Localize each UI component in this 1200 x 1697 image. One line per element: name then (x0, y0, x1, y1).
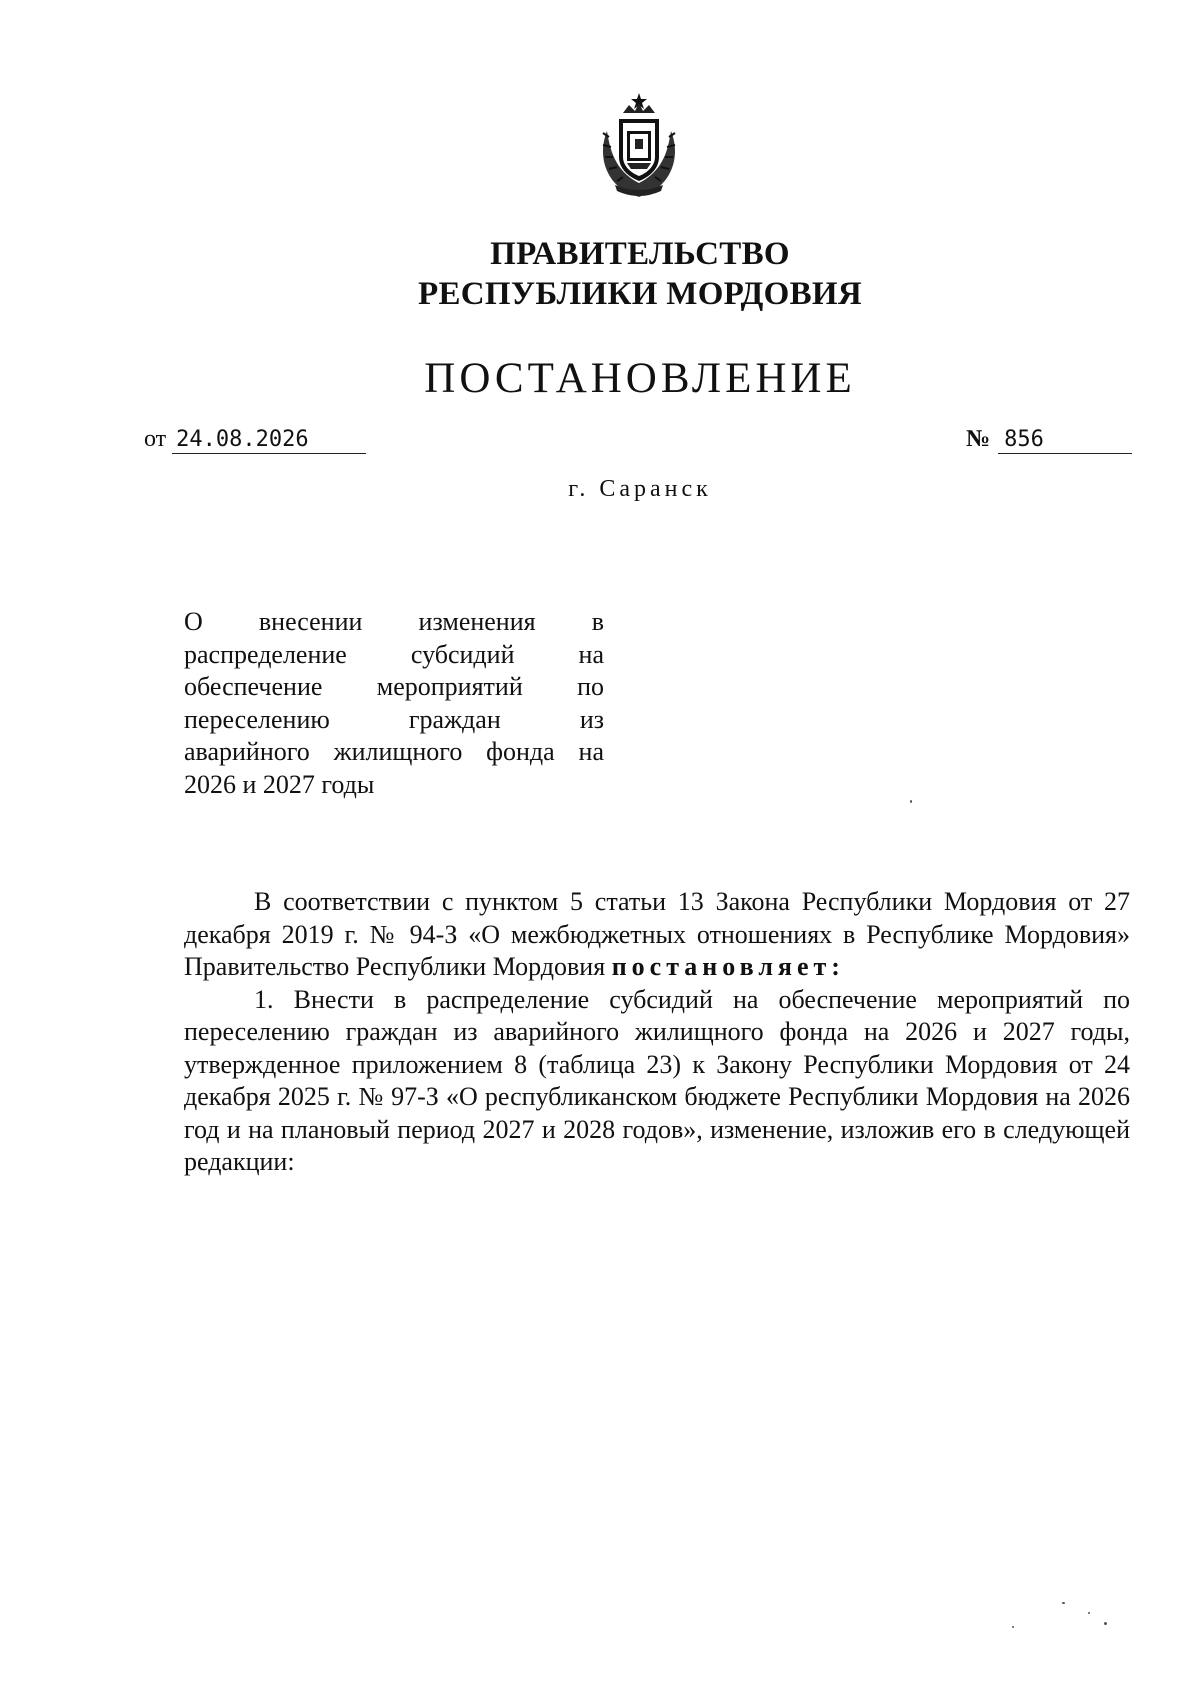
document-body (184, 886, 1130, 1179)
date-value: 24.08.2026 (172, 427, 366, 454)
scan-speck (1088, 1612, 1090, 1614)
number-value: 856 (998, 427, 1132, 454)
scan-speck (1012, 1626, 1014, 1628)
document-subject (184, 606, 604, 801)
document-number (966, 424, 1132, 454)
subject-line: аварийного жилищного фонда на (184, 737, 604, 766)
resolution-keyword: постановляет: (611, 952, 845, 981)
scan-speck (1062, 1602, 1065, 1604)
body-paragraph-1-text: В соответствии с пунктом 5 статьи 13 Закона Республики Мордовия от 27 декабря 2019 г. № 94-З «О межбюджетных отношениях в Республике Мордовия» Правительство Республики Мордовия (184, 887, 1130, 981)
subject-line: обеспечение мероприятий по (184, 672, 604, 701)
scan-speck (1104, 1622, 1107, 1625)
document-type-title: ПОСТАНОВЛЕНИЕ (424, 355, 856, 402)
scan-speck (910, 800, 912, 803)
city-line: г. Саранск (568, 476, 712, 502)
number-label: № (966, 426, 991, 452)
org-name-line2: РЕСПУБЛИКИ МОРДОВИЯ (417, 276, 862, 312)
subject-line: переселению граждан из (184, 704, 604, 734)
coat-of-arms-icon (589, 91, 689, 201)
document-date (144, 424, 366, 454)
subject-line: распределение субсидий на (184, 639, 604, 669)
subject-line: 2026 и 2027 годы (184, 769, 375, 799)
org-name-line1: ПРАВИТЕЛЬСТВО (490, 236, 790, 272)
subject-line: О внесении изменения в (184, 607, 604, 636)
body-paragraph-1 (184, 886, 1130, 984)
date-label: от (144, 426, 167, 452)
body-paragraph-2: 1. Внести в распределение субсидий на обеспечение мероприятий по переселению граждан из аварийного жилищного фонда на 2026 и 2027 годы, утвержденное приложением 8 (таблица 23) к Закону Республики Мордовия от 24 декабря 2025 г. № 97-З «О республиканском бюджете Республики Мордовия на 2026 год и на плановый период 2027 и 2028 годов», изменение, изложив его в следующей редакции: (184, 984, 1130, 1176)
